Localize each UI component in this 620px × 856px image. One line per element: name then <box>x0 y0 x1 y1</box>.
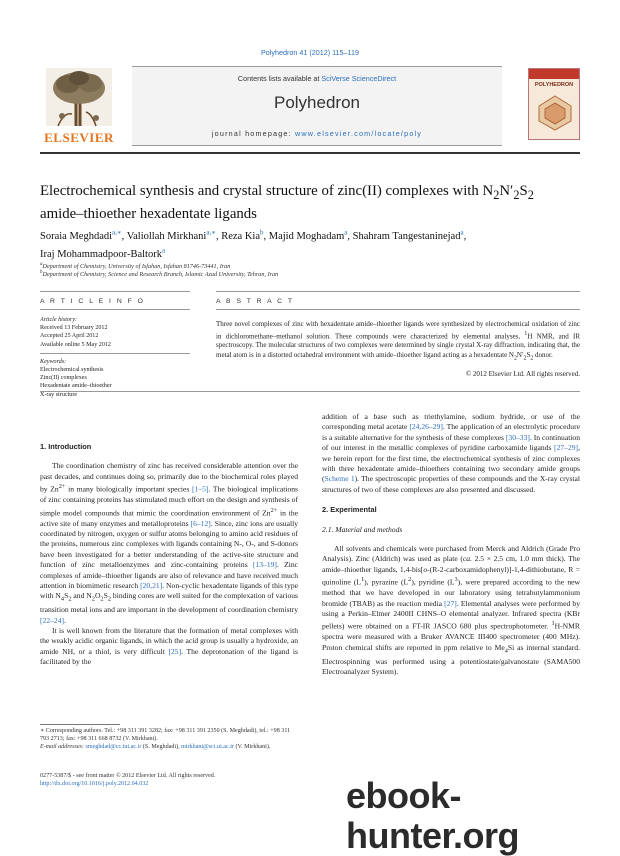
citation-link[interactable]: [30–33] <box>505 432 530 442</box>
footnote-rule <box>40 724 120 725</box>
body-text: H-NMR spectra were measured with a Bruker AVANCE III400 spectrometer (400 MHz). Proton chemical shifts are reported in ppm relative to Me <box>322 621 580 652</box>
author-separator: , <box>463 230 467 242</box>
abstract-text: donor. <box>533 350 553 359</box>
scheme-link[interactable]: Scheme 1 <box>324 474 355 484</box>
body-text: S <box>103 591 108 601</box>
elsevier-logo[interactable] <box>40 66 118 146</box>
materials-paragraph <box>322 544 580 677</box>
abstract-text: N′ <box>516 350 524 359</box>
author-name: Reza Kia <box>221 230 260 242</box>
history-online: Available online 5 May 2012 <box>40 341 111 348</box>
author-separator: , <box>121 230 127 242</box>
title-text-line2: amide–thioether hexadentate ligands <box>40 205 257 222</box>
homepage-link[interactable]: www.elsevier.com/locate/poly <box>295 129 423 138</box>
article-info-top-rule <box>40 291 190 292</box>
body-text: in many biologically important species <box>65 484 193 494</box>
author-affil-marker[interactable]: a <box>460 228 464 236</box>
right-column <box>322 412 580 678</box>
keyword: Hexadentate amide–thioether <box>40 383 112 390</box>
affiliation-marker: b <box>40 270 43 275</box>
email-owner: (V. Mirkhani). <box>233 744 271 751</box>
citation-link[interactable]: [24,26–29] <box>409 422 443 432</box>
elsevier-wordmark: ELSEVIER <box>44 130 114 145</box>
body-text: ), were prepared according to the new method that we have developed in our laboratory using tetrabutylammonium bromide (TBAB) as the reaction media <box>322 577 580 608</box>
author[interactable] <box>126 228 222 242</box>
body-text: All solvents and chemicals were purchased from Merck and Aldrich (Grade Pro Analysis). Zinc (Aldrich) was used as plate ( <box>322 544 580 564</box>
body-text: . The biological implications of zinc containing proteins has stimulated much effort on the design and synthesis of simple model compounds that mimic the coordination environment of Zn <box>40 484 298 518</box>
abstract-superscript: 1 <box>524 330 528 337</box>
title-subscript: 2 <box>493 187 500 202</box>
article-title <box>40 182 580 224</box>
body-text: . Since, zinc ions are usually coordinated by nitrogen, oxygen or sulfur atoms belonging to amino acid residues of the proteins, numerous zinc complexes with ligands containing N-, O-, and S-donors have been investigated for a better understanding of the active-site structure and function of zinc metalloenzymes and zinc-containing proteins <box>40 518 298 570</box>
keyword: Zinc(II) complexes <box>40 375 87 382</box>
left-column <box>40 442 298 668</box>
title-text: S <box>519 183 528 199</box>
watermark: ebook-hunter.org <box>346 775 519 856</box>
homepage-prefix: journal homepage: <box>211 129 296 138</box>
author[interactable] <box>40 246 166 260</box>
affiliation-a <box>40 262 580 270</box>
footnote-emails <box>40 743 298 751</box>
body-text: , we herein report for the first time, the electrochemical synthesis of zinc complexes with three hexadentate amide–thioethers containing two secondary amide groups ( <box>322 443 580 484</box>
author-affil-marker[interactable]: a <box>344 228 348 236</box>
abstract-mid-rule <box>216 309 580 310</box>
abstract-body <box>216 320 580 364</box>
body-text: The coordination chemistry of zinc has received considerable attention over the past decades, and continues doing so, primarily due to the biochemical roles played by Zn <box>40 461 298 494</box>
affiliation-text: Department of Chemistry, University of Isfahan, Isfahan 81746-73441, Iran <box>42 263 231 271</box>
subscript: 2 <box>91 595 95 603</box>
article-info-heading: A R T I C L E I N F O <box>40 298 145 305</box>
abstract-subscript: 2 <box>530 355 534 362</box>
subscript: 4 <box>60 595 65 603</box>
superscript: 1 <box>360 576 365 584</box>
journal-name: Polyhedron <box>273 93 360 112</box>
subscript: 2 <box>68 595 72 603</box>
citation-link[interactable]: [22–24] <box>40 615 65 625</box>
author[interactable] <box>352 228 467 242</box>
materials-subheading: 2.1. Material and methods <box>322 524 403 534</box>
intro-paragraph-continued <box>322 412 580 495</box>
email-link[interactable]: mirkhani@sci.ui.ac.ir <box>181 744 234 751</box>
title-text: Electrochemical synthesis and crystal structure of zinc(II) complexes with N <box>40 183 494 199</box>
abstract-text: H NMR, and IR spectroscopy. The molecular structures of two complexes were determined by single crystal X-ray diffraction, indicating that, the metal atom is in a distorted octahedral environment with amide–thioether ligand acting as a hexadentate N <box>216 331 580 359</box>
author-name: Valiollah Mirkhani <box>126 230 207 242</box>
body-text: It is well known from the literature that the formation of metal complexes with the weakly acidic organic ligands, in which the acid group is usually a hydroxide, an amide NH, or a thiol, is very difficult <box>40 626 298 656</box>
citation-link[interactable]: [27–29] <box>554 443 579 453</box>
contents-line <box>132 74 502 83</box>
article-info-mid-rule <box>40 309 190 310</box>
author-affil-marker[interactable]: a <box>161 246 166 255</box>
cover-art-icon <box>535 93 575 133</box>
affiliation-text: Department of Chemistry, Science and Research Branch, Islamic Azad University, Tehran, Iran <box>42 271 279 279</box>
citation-link[interactable]: [1–5] <box>192 484 209 494</box>
introduction-heading: 1. Introduction <box>40 442 92 451</box>
footnote-text: ∗ Corresponding authors. Tel.: +98 311 391 3282; fax: +98 311 391 2350 (S. Meghdadi), tel.: +98 311 793 2713; fax: +98 311 668 8732 (V. Mirkhani). <box>40 728 291 743</box>
keywords-label: Keywords: <box>40 358 67 365</box>
article-info <box>40 316 190 399</box>
title-subscript: 2 <box>513 187 520 202</box>
subscript: 2 <box>100 595 104 603</box>
body-text: O <box>94 591 101 601</box>
title-subscript: 2 <box>527 187 534 202</box>
masthead <box>40 66 580 146</box>
intro-paragraph-2 <box>40 626 298 668</box>
affiliation-b <box>40 270 580 278</box>
abstract-subscript: 2 <box>523 355 527 362</box>
journal-banner <box>132 66 502 146</box>
keyword: X-ray structure <box>40 391 78 398</box>
abstract-copyright: © 2012 Elsevier Ltd. All rights reserved. <box>465 370 580 378</box>
body-text: . <box>64 615 66 625</box>
body-text: ). The spectroscopic properties of these compounds and the X-ray crystal structures of two of these complexes are also presented and discussed. <box>322 474 581 494</box>
subscript: 2 <box>107 595 111 603</box>
body-italic: o <box>423 564 428 574</box>
author-separator: , <box>215 230 222 242</box>
keywords-rule <box>40 353 190 354</box>
email-link[interactable]: smeghdad@cc.iut.ac.ir <box>85 744 142 751</box>
history-received: Received 13 February 2012 <box>40 325 108 332</box>
intro-paragraph-1 <box>40 461 298 626</box>
citation-link[interactable]: [20,21] <box>140 580 163 590</box>
abstract-subscript: 2 <box>514 355 517 362</box>
superscript: 1 <box>551 620 555 628</box>
contents-prefix: Contents lists available at <box>237 74 322 83</box>
body-text: in the active site of many enzymes and metalloproteins <box>40 508 298 528</box>
body-text: 2.5 × 2.5 cm, 1.0 mm thick). The amide–thioether ligands, 1,4-bis[ <box>322 554 580 574</box>
body-text: . The application of an electrolytic procedure is a suitable alternative for the synthesis of these complexes <box>322 422 581 442</box>
citation-link[interactable]: [27] <box>444 598 457 608</box>
homepage-line <box>132 129 502 138</box>
body-italic: ca. <box>462 554 472 564</box>
email-label: E-mail addresses: <box>40 744 86 751</box>
doi-link[interactable]: http://dx.doi.org/10.1016/j.poly.2012.04.032 <box>40 781 149 788</box>
abstract-heading: A B S T R A C T <box>216 298 294 305</box>
header-rule <box>40 152 580 154</box>
journal-cover-thumbnail[interactable] <box>528 68 580 140</box>
body-text: . In continuation of our interest in the metallic complexes of pyridine carboxamide ligands <box>322 432 581 453</box>
corresponding-author-footnote <box>40 727 298 752</box>
citation-link[interactable]: [25] <box>168 646 182 656</box>
abstract-text: Three novel complexes of zinc with hexadentate amide–thioether ligands were synthesized by electrochemical oxidation of zinc in dichloromethane–methanol solution. These compounds were characterized by elemental analyses, <box>216 320 580 340</box>
author-name: Soraia Meghdadi <box>40 230 113 242</box>
title-text: N′ <box>499 183 514 199</box>
body-text: ), pyridine (L <box>411 577 455 587</box>
experimental-heading: 2. Experimental <box>322 505 377 515</box>
author-affil-marker[interactable]: a,∗ <box>112 228 122 236</box>
journal-reference[interactable]: Polyhedron 41 (2012) 115–119 <box>260 48 360 57</box>
body-text: and N <box>71 591 92 601</box>
author[interactable] <box>268 228 353 242</box>
issn-line: 0277-5387/$ - see front matter © 2012 Elsevier Ltd. All rights reserved. <box>40 773 216 779</box>
sciencedirect-link[interactable]: SciVerse ScienceDirect <box>321 74 397 83</box>
citation-link[interactable]: [13–19] <box>252 560 277 570</box>
author-affil-marker[interactable]: b <box>260 228 264 236</box>
body-text: . Non-cyclic hexadentate ligands of this type with N <box>40 580 299 601</box>
author-name: Shahram Tangestaninejad <box>352 230 461 242</box>
superscript: 2+ <box>58 483 66 491</box>
author-name: Majid Moghadam <box>268 230 345 242</box>
body-text: ), pyrazine (L <box>364 577 409 587</box>
body-text: . The deprotonation of the ligand is facilitated by the <box>40 646 298 667</box>
author-name: Iraj Mohammadpoor-Baltork <box>40 249 162 260</box>
affiliation-marker: a <box>40 262 43 267</box>
body-text: addition of a base such as triethylamine, sodium hydride, or use of the corresponding metal acetate <box>322 412 580 432</box>
cover-band <box>529 69 579 79</box>
author[interactable] <box>40 228 127 242</box>
superscript: 2+ <box>270 506 278 514</box>
citation-link[interactable]: [6–12] <box>190 518 211 528</box>
body-text: . Elemental analyses were performed by using a Perkin–Elmer 2400II CHNS–O elemental analyzer. Infrared spectra (KBr pellets) were obtained on a FT-IR JASCO 680 plus spectrophotometer. <box>322 598 580 631</box>
abstract-top-rule <box>216 291 580 292</box>
abstract-text: S <box>526 350 531 359</box>
author[interactable] <box>221 228 269 242</box>
front-matter-info <box>40 772 300 789</box>
tree-logo-icon <box>46 68 112 126</box>
body-text: -(R-2-carboxamidophenyl)]-1,4-dithiobutane, R = quinoline (L <box>322 564 580 587</box>
body-text: Si as internal standard. Electrospinning was performed using a potentiostate/galvanostate (SAMA500 Electroanalyzer System). <box>322 642 580 677</box>
email-owner: (S. Meghdadi), <box>141 744 182 751</box>
subscript: 4 <box>504 647 508 655</box>
history-label: Article history: <box>40 317 78 323</box>
author-separator: , <box>263 230 269 242</box>
abstract-bottom-rule <box>40 391 580 392</box>
body-text: S <box>64 591 69 601</box>
cover-title: POLYHEDRON <box>534 82 574 88</box>
history-accepted: Accepted 25 April 2012 <box>40 333 99 340</box>
author-affil-marker[interactable]: a,∗ <box>206 228 216 236</box>
keyword: Electrochemical synthesis <box>40 367 104 374</box>
author-separator: , <box>347 230 353 242</box>
author-list <box>40 225 580 262</box>
superscript: 2 <box>408 576 412 584</box>
section-gap <box>322 495 580 505</box>
body-text: binding cores are well suited for the complexation of various transition metal ions and are important in the development of coordination chemistry <box>40 591 298 615</box>
superscript: 3 <box>454 576 458 584</box>
body-text: . Zinc complexes of amide–thioether ligands are also of relevance and have received much attention in biomimetic research <box>40 560 298 590</box>
